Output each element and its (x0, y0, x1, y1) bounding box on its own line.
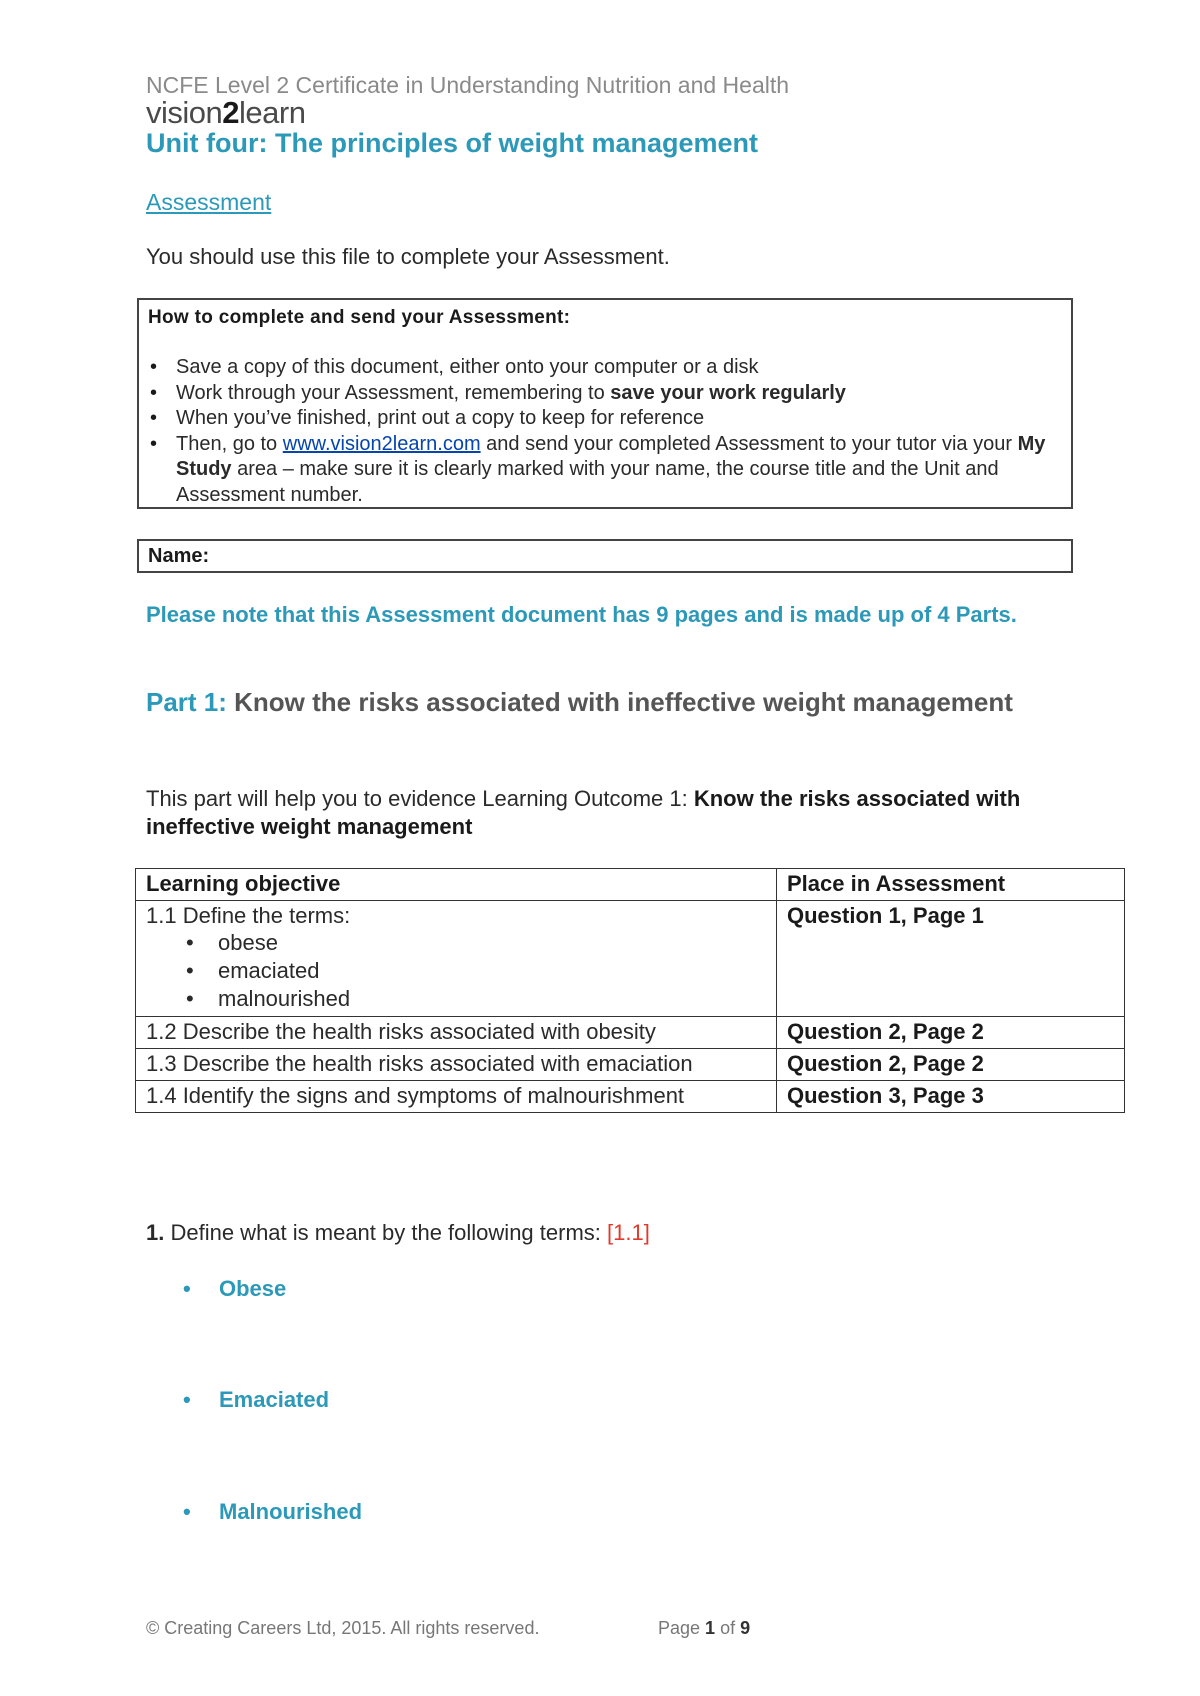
how-to-item: • Work through your Assessment, remembering to save your work regularly (148, 381, 1058, 407)
table-row (136, 901, 1125, 1017)
table-header-place: Place in Assessment (777, 869, 1125, 901)
place-text: Question 2, Page 2 (777, 1017, 1125, 1049)
place-text: Question 1, Page 1 (777, 901, 1125, 1017)
page-number: Page 1 of 9 (658, 1618, 751, 1638)
learning-objectives-table (135, 868, 1125, 1113)
unit-title: Unit four: The principles of weight management (146, 128, 759, 158)
page-count-note: Please note that this Assessment document has 9 pages and is made up of 4 Parts. (146, 602, 1017, 627)
course-title: NCFE Level 2 Certificate in Understanding Nutrition and Health (146, 72, 790, 98)
objective-bullets: • obese • emaciated • malnourished (146, 929, 766, 1013)
assessment-intro: You should use this file to complete your Assessment. (146, 244, 670, 269)
how-to-item: • Save a copy of this document, either onto your computer or a disk (148, 355, 1058, 381)
question-1: 1. Define what is meant by the following terms: [1.1] (146, 1220, 650, 1245)
objective-text: 1.4 Identify the signs and symptoms of malnourishment (136, 1081, 777, 1113)
table-header-objective: Learning objective (136, 869, 777, 901)
name-field[interactable] (137, 539, 1073, 573)
how-to-item: • When you’ve finished, print out a copy to keep for reference (148, 406, 1058, 432)
how-to-heading: How to complete and send your Assessment: (148, 307, 571, 328)
logo-digit: 2 (222, 95, 240, 130)
term-obese: • Obese (183, 1276, 286, 1302)
table-header-row (136, 869, 1125, 901)
part1-title: Know the risks associated with ineffective weight management (226, 687, 1013, 717)
vision2learn-logo (146, 95, 305, 131)
how-to-list (148, 355, 1058, 508)
table-row (136, 1017, 1125, 1049)
logo-suffix: learn (239, 95, 306, 130)
objective-text: 1.1 Define the terms: (146, 903, 351, 928)
place-text: Question 3, Page 3 (777, 1081, 1125, 1113)
vision2learn-link[interactable]: www.vision2learn.com (282, 432, 481, 455)
name-label: Name: (148, 545, 210, 567)
objective-text: 1.3 Describe the health risks associated with emaciation (136, 1049, 777, 1081)
term-malnourished: • Malnourished (183, 1499, 362, 1525)
part1-label: Part 1: (146, 687, 227, 717)
term-emaciated: • Emaciated (183, 1387, 329, 1413)
objective-text: 1.2 Describe the health risks associated with obesity (136, 1017, 777, 1049)
copyright-footer: © Creating Careers Ltd, 2015. All rights reserved. (146, 1618, 540, 1638)
part1-heading (146, 686, 1046, 719)
part1-intro: This part will help you to evidence Learning Outcome 1: Know the risks associated with ineffective weight management (146, 786, 1021, 839)
assessment-heading: Assessment (146, 189, 272, 215)
logo-prefix: vision (146, 95, 223, 130)
table-row (136, 1049, 1125, 1081)
how-to-item: • Then, go to www.vision2learn.com and send your completed Assessment to your tutor via your My Study area – make sure it is clearly marked with your name, the course title and the Unit and Assessment number. (148, 432, 1058, 509)
table-row (136, 1081, 1125, 1113)
how-to-box (137, 298, 1073, 509)
place-text: Question 2, Page 2 (777, 1049, 1125, 1081)
